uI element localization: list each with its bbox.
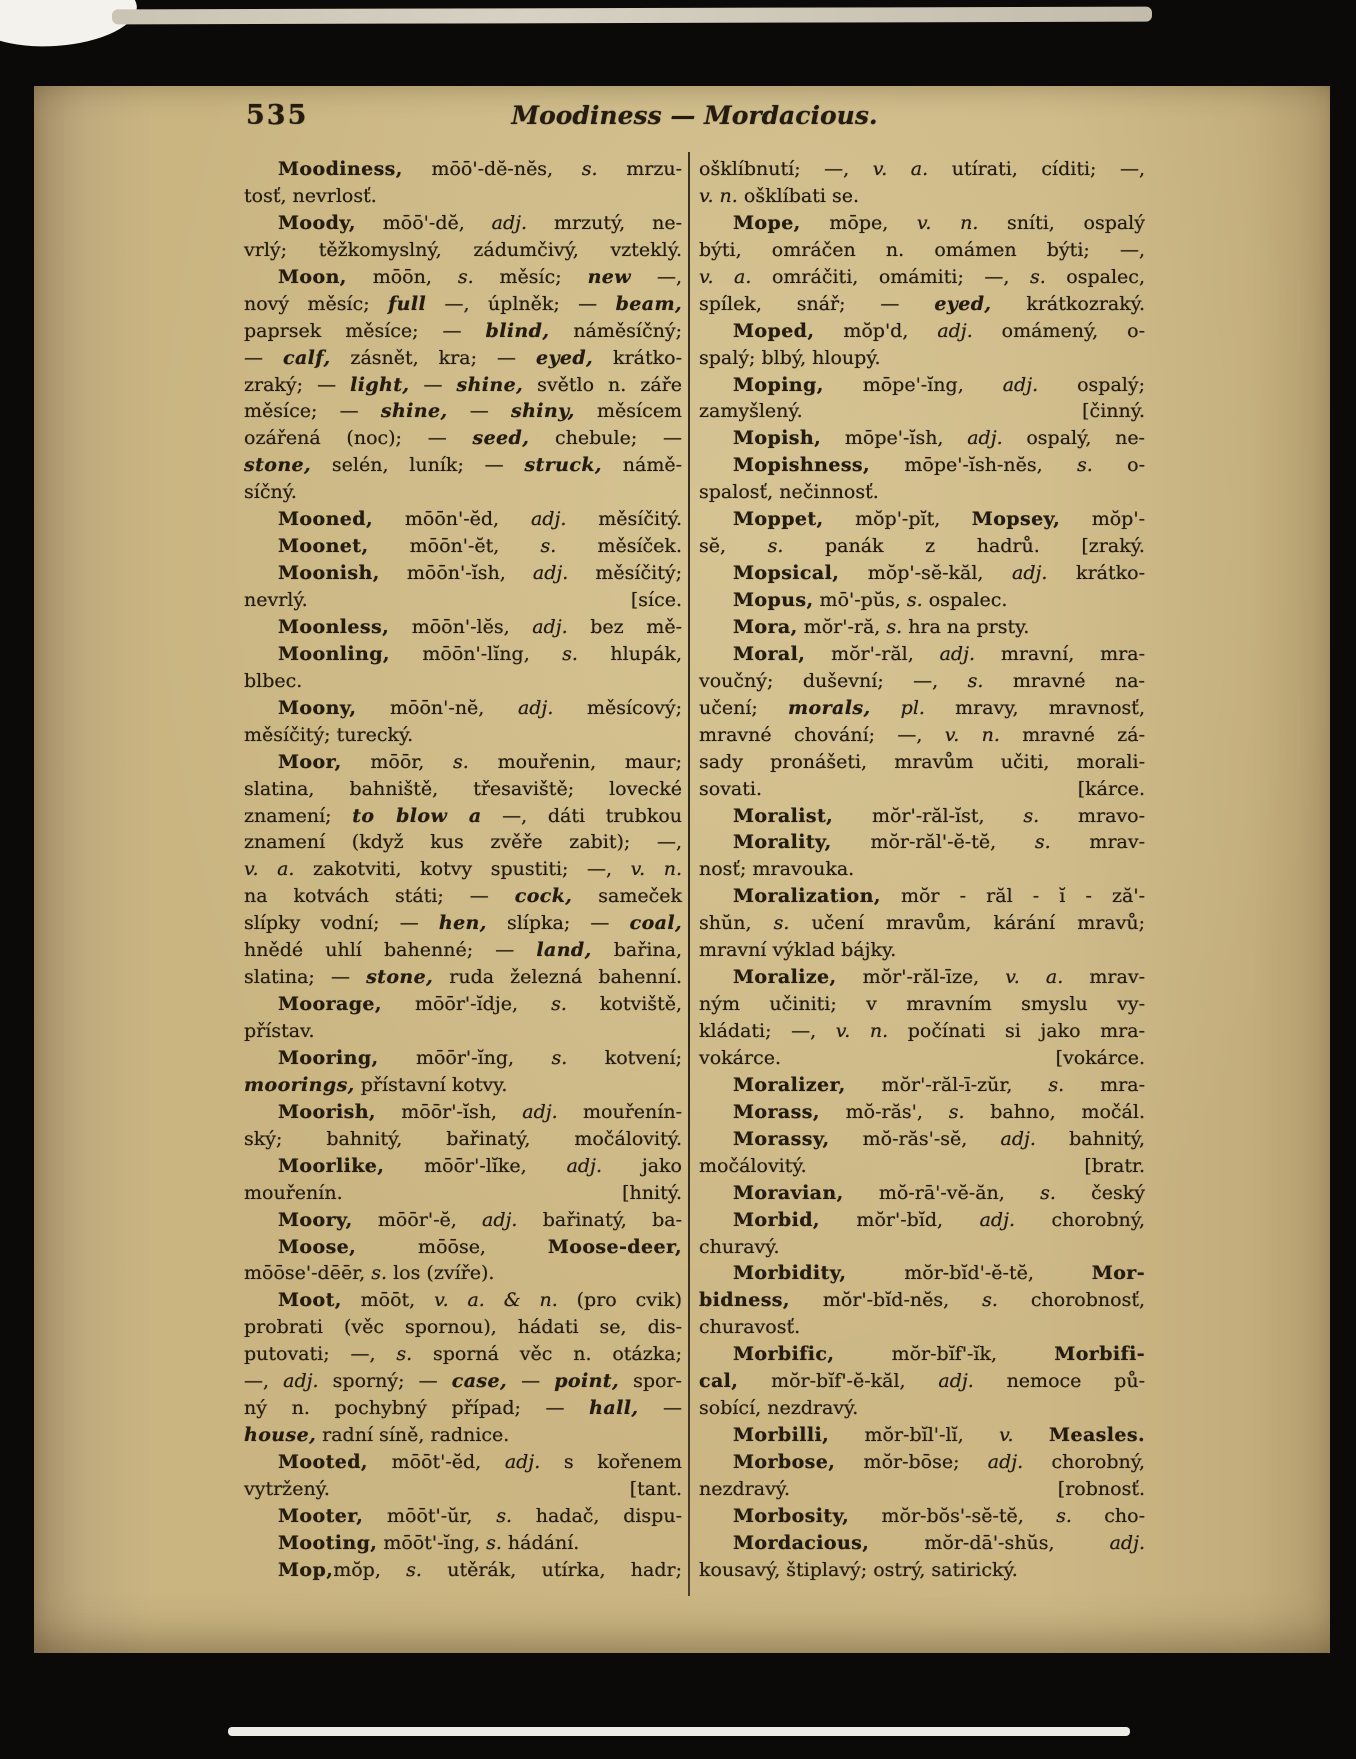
dictionary-line: Morbid, mŏr'-bĭd, adj. chorobný,: [733, 1208, 1146, 1231]
dictionary-line: Moonless, mōōn'-lĕs, adj. bez mě-: [278, 615, 682, 638]
scan-artifact-top-left: [0, 0, 139, 52]
dictionary-column-right: [699, 156, 1145, 1584]
dictionary-line: house, radní síně, radnice.: [244, 1424, 510, 1447]
dictionary-line: Mooring, mōōr'-ĭng, s. kotvení;: [278, 1046, 682, 1069]
dictionary-line: Moorage, mōōr'-ĭdje, s. kotviště,: [278, 993, 682, 1016]
dictionary-line: Mop,mŏp, s. utěrák, utírka, hadr;: [278, 1558, 682, 1581]
dictionary-line: přístav.: [244, 1020, 315, 1042]
dictionary-line: tosť, nevrlosť.: [244, 184, 377, 207]
dictionary-line: ný n. pochybný případ; — hall, —: [244, 1397, 682, 1420]
dictionary-line: Moodiness, mōō'-dĕ-nĕs, s. mrzu-: [278, 158, 682, 180]
dictionary-line: v. n. ošklíbati se.: [699, 184, 860, 207]
dictionary-line: měsíce; — shine, — shiny, měsícem: [244, 400, 682, 423]
dictionary-line: probrati (věc spornou), hádati se, dis-: [244, 1316, 682, 1339]
dictionary-line: sĕ, s. panák z hadrů. [zraký.: [699, 535, 1145, 558]
dictionary-line: Morass, mŏ-răs', s. bahno, močál.: [733, 1100, 1145, 1123]
dictionary-line: Moped, mŏp'd, adj. omámený, o-: [733, 319, 1145, 342]
dictionary-line: shŭn, s. učení mravům, kárání mravů;: [699, 912, 1145, 935]
dictionary-line: sobící, nezdravý.: [699, 1397, 859, 1420]
dictionary-line: na kotvách státi; — cock, sameček: [244, 885, 682, 908]
dictionary-line: měsíčitý; turecký.: [244, 723, 414, 746]
dictionary-line: Morality, mŏr-răl'-ĕ-tĕ, s. mrav-: [733, 831, 1146, 854]
dictionary-column-left: [244, 156, 682, 1584]
dictionary-line: v. a. omráčiti, omámiti; —, s. ospalec,: [699, 265, 1145, 288]
dictionary-line: znamení (když kus zvěře zabit); —,: [244, 831, 682, 854]
dictionary-line: ošklíbnutí; —, v. a. utírati, cíditi; —,: [699, 158, 1146, 180]
dictionary-line: mravní výklad bájky.: [699, 939, 897, 962]
dictionary-line: Mora, mŏr'-ră, s. hra na prsty.: [733, 615, 1030, 638]
dictionary-line: Mopish, mōpe'-ĭsh, adj. ospalý, ne-: [733, 427, 1145, 450]
dictionary-line: spílek, snář; — eyed, krátkozraký.: [699, 292, 1146, 315]
dictionary-line: Moony, mōōn'-nĕ, adj. měsícový;: [278, 696, 682, 719]
dictionary-line: kousavý, štiplavý; ostrý, satirický.: [699, 1558, 1018, 1581]
dictionary-line: vrlý; těžkomyslný, zádumčivý, vzteklý.: [244, 238, 682, 261]
dictionary-line: paprsek měsíce; — blind, náměsíčný;: [244, 319, 682, 342]
dictionary-line: churavý.: [699, 1235, 780, 1258]
dictionary-line: Moping, mōpe'-ĭng, adj. ospalý;: [733, 373, 1145, 396]
dictionary-line: Morbidity, mŏr-bĭd'-ĕ-tĕ, Mor-: [733, 1262, 1145, 1285]
dictionary-line: v. a. zakotviti, kotvy spustiti; —, v. n.: [244, 858, 682, 881]
scan-artifact-top-strip: [112, 7, 1152, 25]
dictionary-line: Morbose, mŏr-bōse; adj. chorobný,: [733, 1451, 1145, 1473]
dictionary-line: slatina; — stone, ruda železná bahenní.: [244, 966, 682, 989]
dictionary-line: Moppet, mŏp'-pĭt, Mopsey, mŏp'-: [733, 508, 1145, 531]
dictionary-line: Mooting, mōōt'-ĭng, s. hádání.: [278, 1531, 580, 1554]
dictionary-line: ozářená (noc); — seed, chebule; —: [244, 427, 682, 450]
dictionary-line: mouřenín. [hnitý.: [244, 1181, 682, 1204]
dictionary-line: Mopus, mō'-pŭs, s. ospalec.: [733, 589, 1008, 611]
dictionary-line: Moravian, mŏ-rā'-vĕ-ăn, s. český: [733, 1181, 1145, 1204]
dictionary-line: Morbilli, mŏr-bĭl'-lĭ, v. Measles.: [733, 1424, 1145, 1447]
dictionary-line: nosť; mravouka.: [699, 858, 855, 881]
dictionary-line: — calf, zásnět, kra; — eyed, krátko-: [244, 346, 682, 369]
dictionary-line: vokárce. [vokárce.: [699, 1046, 1145, 1069]
dictionary-line: ným učiniti; v mravním smyslu vy-: [699, 993, 1145, 1016]
dictionary-line: vytržený. [tant.: [244, 1477, 682, 1500]
dictionary-line: Moory, mōōr'-ĕ, adj. bařinatý, ba-: [278, 1208, 682, 1231]
dictionary-line: stone, selén, luník; — struck, námě-: [244, 454, 682, 477]
column-divider-rule: [688, 152, 690, 1596]
dictionary-line: Moralization, mŏr - răl - ĭ - ză'-: [733, 885, 1145, 908]
dictionary-line: Moral, mŏr'-răl, adj. mravní, mra-: [733, 642, 1145, 665]
dictionary-line: spalý; blbý, hloupý.: [699, 346, 881, 369]
dictionary-line: Mope, mōpe, v. n. sníti, ospalý: [733, 211, 1145, 234]
dictionary-line: Mooter, mōōt'-ŭr, s. hadač, dispu-: [278, 1504, 682, 1527]
dictionary-line: zraký; — light, — shine, světlo n. záře: [244, 373, 682, 396]
dictionary-line: Moose, mōōse, Moose-deer,: [278, 1235, 682, 1258]
dictionary-line: Moorish, mōōr'-ĭsh, adj. mouřenín-: [278, 1100, 682, 1123]
dictionary-line: mravné chování; —, v. n. mravné zá-: [699, 723, 1145, 746]
dictionary-line: —, adj. sporný; — case, — point, spor-: [244, 1370, 682, 1393]
dictionary-line: slatina, bahniště, třesaviště; lovecké: [244, 777, 682, 800]
scan-artifact-bottom-line: [228, 1727, 1130, 1736]
dictionary-line: voučný; duševní; —, s. mravné na-: [699, 669, 1145, 692]
dictionary-line: býti, omráčen n. omámen býti; —,: [699, 238, 1145, 261]
dictionary-line: nezdravý. [robnosť.: [699, 1477, 1145, 1500]
dictionary-line: kládati; —, v. n. počínati si jako mra-: [699, 1020, 1146, 1042]
dictionary-line: Mordacious, mŏr-dā'-shŭs, adj.: [733, 1531, 1145, 1554]
dictionary-line: ský; bahnitý, bařinatý, močálovitý.: [244, 1127, 682, 1150]
dictionary-line: zamyšlený. [činný.: [699, 400, 1145, 423]
book-page: [34, 86, 1330, 1653]
dictionary-line: Mooned, mōōn'-ĕd, adj. měsíčitý.: [278, 508, 682, 531]
dictionary-line: blbec.: [244, 669, 303, 692]
dictionary-line: Moor, mōōr, s. mouřenin, maur;: [278, 750, 682, 773]
dictionary-line: Moorlike, mōōr'-lĭke, adj. jako: [278, 1154, 682, 1177]
dictionary-line: slípky vodní; — hen, slípka; — coal,: [244, 912, 682, 935]
dictionary-line: Moralizer, mŏr'-răl-ī-zŭr, s. mra-: [733, 1073, 1145, 1096]
running-title: Moodiness — Mordacious.: [511, 101, 878, 130]
dictionary-line: nevrlý. [síce.: [244, 589, 682, 611]
dictionary-line: Mooted, mōōt'-ĕd, adj. s kořenem: [278, 1451, 682, 1473]
dictionary-line: hnědé uhlí bahenné; — land, bařina,: [244, 939, 683, 962]
dictionary-line: Morbosity, mŏr-bŏs'-sĕ-tĕ, s. cho-: [733, 1504, 1145, 1527]
dictionary-line: Moot, mōōt, v. a. & n. (pro cvik): [278, 1289, 682, 1312]
dictionary-line: Morassy, mŏ-răs'-sĕ, adj. bahnitý,: [733, 1127, 1146, 1150]
dictionary-line: Moonling, mōōn'-lĭng, s. hlupák,: [278, 642, 682, 665]
dictionary-line: Moralist, mŏr'-răl-ĭst, s. mravo-: [733, 804, 1146, 827]
dictionary-line: churavosť.: [699, 1316, 801, 1339]
dictionary-line: Moonet, mōōn'-ĕt, s. měsíček.: [278, 535, 682, 558]
dictionary-line: moorings, přístavní kotvy.: [244, 1073, 508, 1096]
dictionary-line: Mopishness, mōpe'-ĭsh-nĕs, s. o-: [733, 454, 1146, 477]
page-header: [244, 100, 1145, 134]
dictionary-line: Morbific, mŏr-bĭf'-ĭk, Morbifi-: [733, 1343, 1145, 1366]
dictionary-line: bidness, mŏr'-bĭd-nĕs, s. chorobnosť,: [699, 1289, 1145, 1312]
dictionary-line: Moon, mōōn, s. měsíc; new —,: [278, 265, 682, 288]
dictionary-line: Mopsical, mŏp'-sĕ-kăl, adj. krátko-: [733, 562, 1145, 585]
dictionary-line: Moody, mōō'-dĕ, adj. mrzutý, ne-: [278, 211, 682, 234]
dictionary-text-block: [244, 156, 1145, 1584]
dictionary-line: mōōse'-dēēr, s. los (zvíře).: [244, 1262, 495, 1285]
dictionary-line: Moonish, mōōn'-ĭsh, adj. měsíčitý;: [278, 562, 682, 585]
dictionary-line: spalosť, nečinnosť.: [699, 481, 879, 504]
dictionary-line: sady pronášeti, mravům učiti, morali-: [699, 750, 1145, 773]
dictionary-line: síčný.: [244, 481, 297, 504]
dictionary-line: učení; morals, pl. mravy, mravnosť,: [699, 696, 1145, 719]
dictionary-line: putovati; —, s. sporná věc n. otázka;: [244, 1343, 682, 1366]
dictionary-line: cal, mŏr-bĭf'-ĕ-kăl, adj. nemoce pů-: [699, 1370, 1145, 1393]
dictionary-line: močálovitý. [bratr.: [699, 1154, 1145, 1177]
dictionary-line: znamení; to blow a —, dáti trubkou: [244, 804, 683, 827]
dictionary-line: sovati. [kárce.: [699, 777, 1145, 800]
dictionary-line: Moralize, mŏr'-răl-īze, v. a. mrav-: [733, 966, 1145, 989]
dictionary-line: nový měsíc; full —, úplněk; — beam,: [244, 292, 682, 315]
page-number: 535: [246, 100, 309, 131]
